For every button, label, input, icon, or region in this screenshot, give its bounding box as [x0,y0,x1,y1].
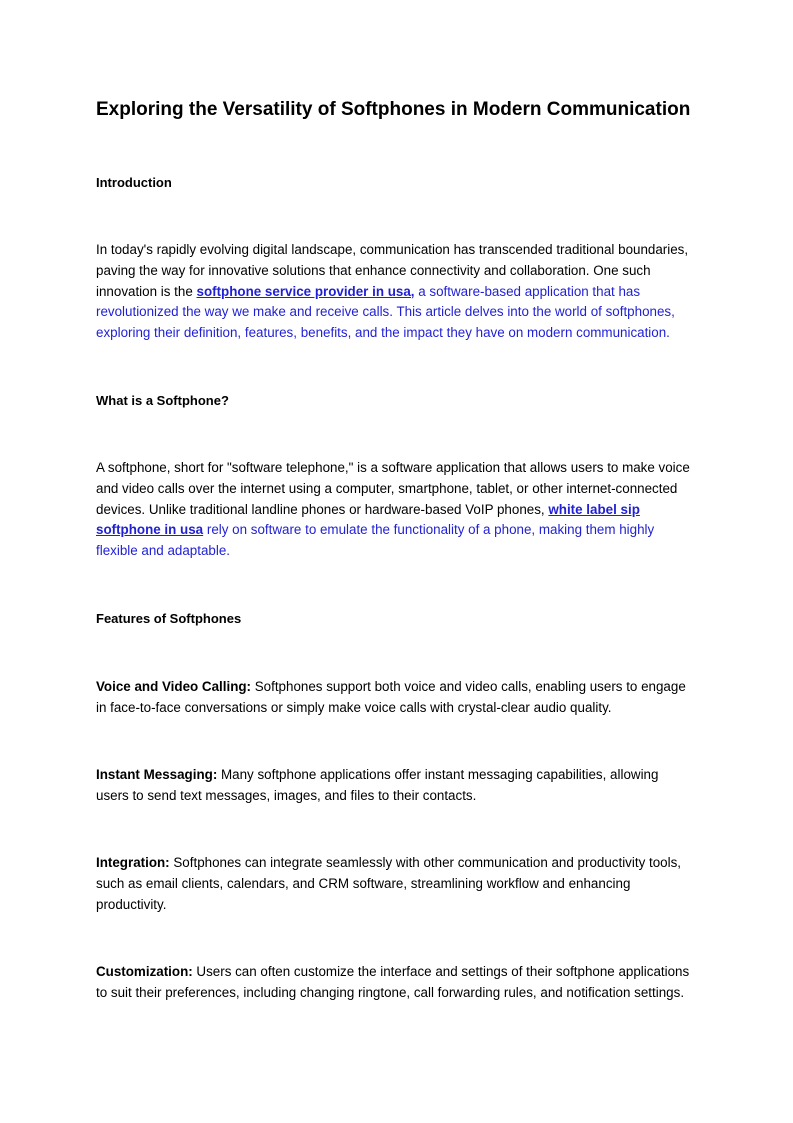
white-label-softphone-link[interactable]: white label sip softphone in usa [96,501,640,538]
feature-label: Instant Messaging: [96,767,218,782]
introduction-text-continued: a software-based application that has revolutionized the way we make and receive calls. This article delves into the world of softphones, exploring their definition, features, benefits, and the impact they have on modern communication. [96,283,675,341]
what-is-text: A softphone, short for "software telephone," is a software application that allows users to make voice and video calls over the internet using a computer, smartphone, tablet, or other internet-connected devices. Unlike traditional landline phones or hardware-based VoIP phones, [96,460,690,517]
feature-item [96,677,694,719]
introduction-heading: Introduction [96,175,172,190]
what-is-text-continued: rely on software to emulate the functionality of a phone, making them highly flexible and adaptable. [96,522,655,559]
feature-text: Users can often customize the interface and settings of their softphone applications to suit their preferences, including changing ringtone, call forwarding rules, and notification settings. [96,964,690,1000]
feature-text: Softphones can integrate seamlessly with other communication and productivity tools, such as email clients, calendars, and CRM software, streamlining workflow and enhancing productivity. [96,855,681,912]
feature-item [96,765,694,807]
feature-label: Customization: [96,964,193,979]
feature-text: Softphones support both voice and video calls, enabling users to engage in face-to-face conversations or simply make voice calls with crystal-clear audio quality. [96,679,686,715]
feature-text: Many softphone applications offer instant messaging capabilities, allowing users to send text messages, images, and files to their contacts. [96,767,659,803]
what-is-softphone-paragraph [96,458,694,562]
feature-item [96,853,694,915]
document-title: Exploring the Versatility of Softphones in Modern Communication [96,99,691,120]
feature-label: Integration: [96,855,170,870]
feature-item [96,962,694,1004]
feature-label: Voice and Video Calling: [96,679,252,694]
softphone-provider-link[interactable]: softphone service provider in usa, [196,283,415,299]
introduction-paragraph [96,240,694,344]
features-heading: Features of Softphones [96,611,242,626]
what-is-softphone-heading: What is a Softphone? [96,393,229,408]
introduction-text: In today's rapidly evolving digital landscape, communication has transcended traditional boundaries, paving the way for innovative solutions that enhance connectivity and collaboration. One such innovation is the [96,242,689,299]
